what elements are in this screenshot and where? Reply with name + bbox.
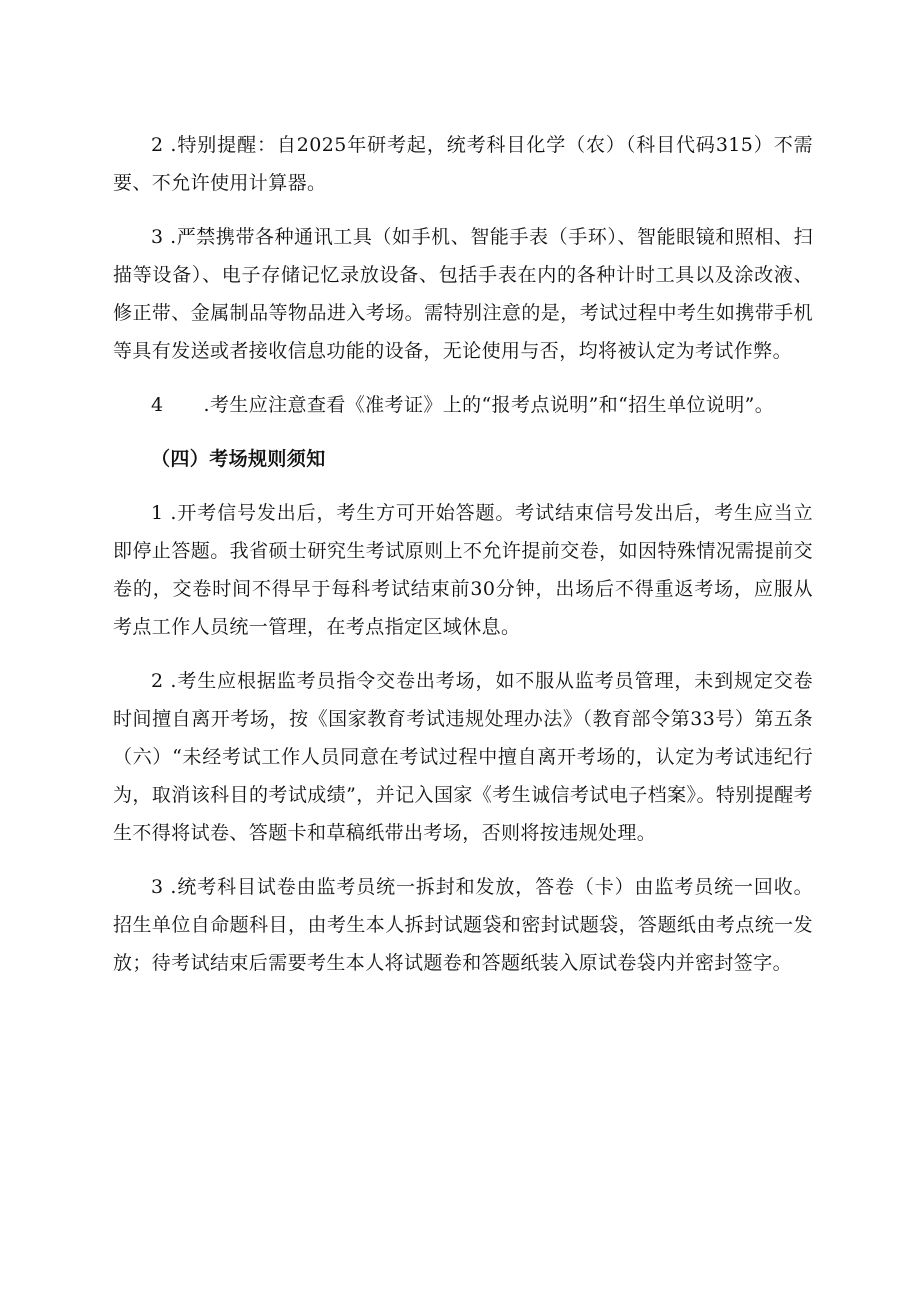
paragraph-text: .考生应注意查看《准考证》上的“报考点说明”和“招生单位说明”。 [203, 394, 775, 416]
paragraph-prohibited-items: 3 .严禁携带各种通讯工具（如手机、智能手表（手环）、智能眼镜和照相、扫描等设备）、电子存储记忆录放设备、包括手表在内的各种计时工具以及涂改液、修正带、金属制品等物品进入考场。需特别注意的是，考试过程中考生如携带手机等具有发送或者接收信息功能的设备，无论使用与否，均将被认定为考试作弊。 [113, 226, 813, 362]
paragraph-calculator-notice: 2 .特别提醒：自2025年研考起，统考科目化学（农）（科目代码315）不需要、不允许使用计算器。 [113, 134, 813, 194]
document-body [113, 126, 813, 998]
section-heading: （四）考场规则须知 [151, 448, 326, 470]
paragraph-leave-exam-room: 2 .考生应根据监考员指令交卷出考场，如不服从监考员管理，未到规定交卷时间擅自离开考场，按《国家教育考试违规处理办法》（教育部令第33号）第五条（六）“未经考试工作人员同意在考试过程中擅自离开考场的，认定为考试违纪行为，取消该科目的考试成绩”，并记入国家《考生诚信考试电子档案》。特别提醒考生不得将试卷、答题卡和草稿纸带出考场，否则将按违规处理。 [113, 670, 813, 844]
paragraph-exam-start: 1 .开考信号发出后，考生方可开始答题。考试结束信号发出后，考生应当立即停止答题。我省硕士研究生考试原则上不允许提前交卷，如因特殊情况需提前交卷的，交卷时间不得早于每科考试结束前30分钟，出场后不得重返考场，应服从考点工作人员统一管理，在考点指定区域休息。 [113, 502, 813, 638]
paragraph-number: 4 [151, 394, 164, 416]
paragraph-admission-ticket [113, 386, 813, 424]
paragraph-paper-distribution: 3 .统考科目试卷由监考员统一拆封和发放，答卷（卡）由监考员统一回收。招生单位自命题科目，由考生本人拆封试题袋和密封试题袋，答题纸由考点统一发放；待考试结束后需要考生本人将试题卷和答题纸装入原试卷袋内并密封签字。 [113, 876, 813, 974]
